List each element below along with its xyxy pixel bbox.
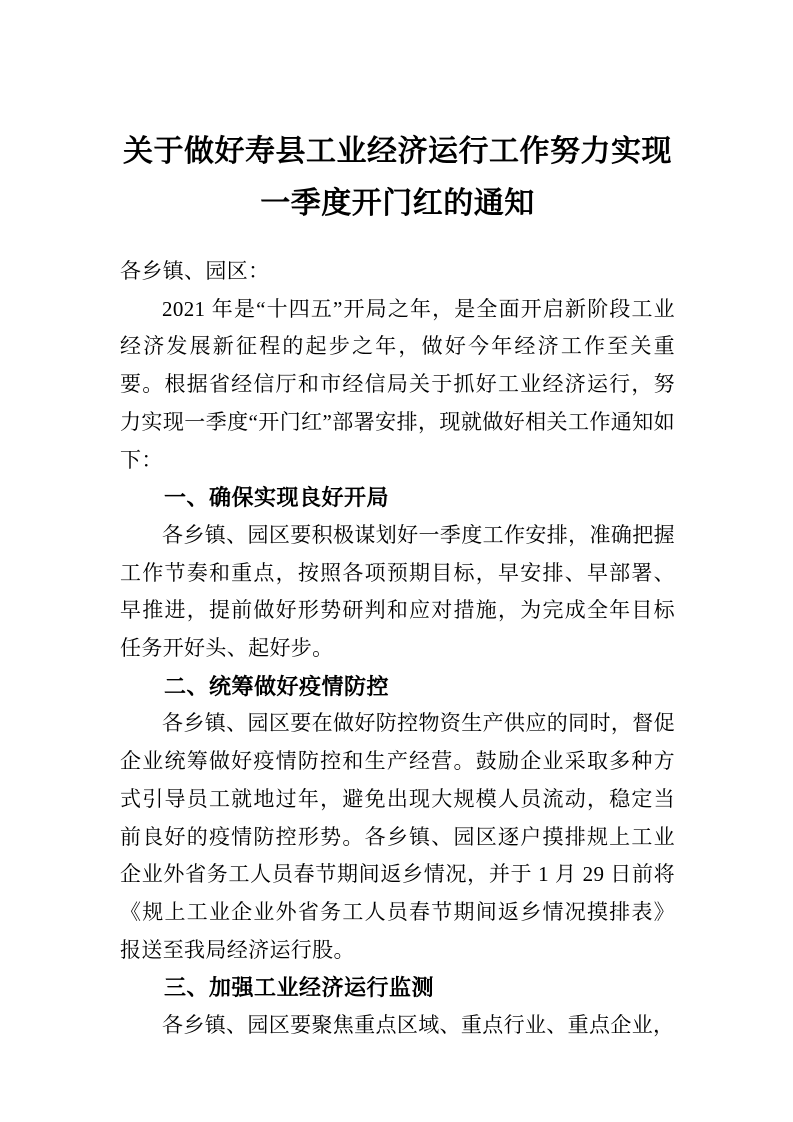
section-1-paragraph: 各乡镇、园区要积极谋划好一季度工作安排，准确把握工作节奏和重点，按照各项预期目标，早安排、早部署、早推进，提前做好形势研判和应对措施，为完成全年目标任务开好头、起好步。 — [120, 522, 675, 661]
section-2-heading: 二、统筹做好疫情防控 — [164, 673, 390, 699]
section-2-paragraph: 各乡镇、园区要在做好防控物资生产供应的同时，督促企业统筹做好疫情防控和生产经营。鼓励企业采取多种方式引导员工就地过年，避免出现大规模人员流动，稳定当前良好的疫情防控形势。各乡镇、园区逐户摸排规上工业企业外省务工人员春节期间返乡情况，并于 1 月 29 日前将《规上工业企业外省务工人员春节期间返乡情况摸排表》报送至我局经济运行股。 — [120, 711, 675, 962]
document-title-line-2: 一季度开门红的通知 — [260, 187, 535, 220]
intro-paragraph: 2021 年是“十四五”开局之年，是全面开启新阶段工业经济发展新征程的起步之年，做好今年经济工作至关重要。根据省经信厅和市经信局关于抓好工业经济运行，努力实现一季度“开门红”部署安排，现就做好相关工作通知如下： — [120, 296, 675, 472]
document-title-line-1: 关于做好寿县工业经济运行工作努力实现 — [123, 135, 672, 168]
document-title — [120, 126, 675, 230]
document-body — [120, 253, 675, 1045]
section-3-heading: 三、加强工业经济运行监测 — [164, 975, 435, 1001]
section-3-paragraph: 各乡镇、园区要聚焦重点区域、重点行业、重点企业， — [162, 1013, 675, 1038]
section-1-heading: 一、确保实现良好开局 — [164, 485, 390, 511]
salutation: 各乡镇、园区： — [120, 259, 270, 283]
